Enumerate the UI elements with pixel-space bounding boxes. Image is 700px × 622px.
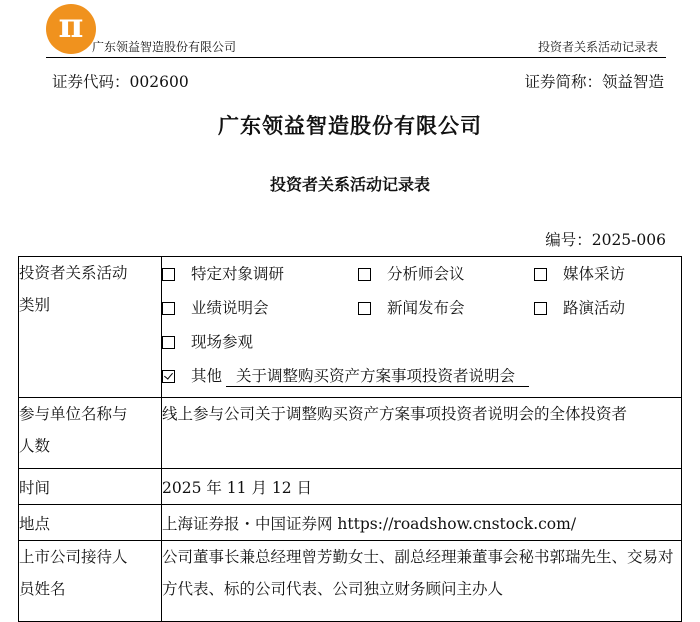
stock-code xyxy=(52,70,189,92)
time-value: 2025 年 11 月 12 日 xyxy=(162,469,682,505)
receptionists-value: 公司董事长兼总经理曾芳勤女士、副总经理兼董事会秘书郭瑞先生、交易对方代表、标的公司代表、公司独立财务顾问主办人 xyxy=(162,541,682,622)
stock-abbreviation xyxy=(524,70,664,92)
checkbox-icon[interactable] xyxy=(358,268,371,281)
option-media-interview[interactable] xyxy=(534,258,625,290)
time-label: 时间 xyxy=(19,469,162,505)
document-title: 广东领益智造股份有限公司 xyxy=(218,113,482,138)
stock-abbr-value: 领益智造 xyxy=(601,73,664,91)
location-label: 地点 xyxy=(19,505,162,541)
option-label: 分析师会议 xyxy=(387,265,465,283)
option-label: 新闻发布会 xyxy=(387,299,465,317)
checkbox-icon[interactable] xyxy=(162,336,175,349)
option-other[interactable] xyxy=(162,360,529,392)
participants-value: 线上参与公司关于调整购买资产方案事项投资者说明会的全体投资者 xyxy=(162,398,682,469)
record-table xyxy=(18,256,682,622)
option-label: 特定对象调研 xyxy=(191,265,285,283)
participants-label-line2: 人数 xyxy=(19,437,51,455)
options-row-3 xyxy=(162,325,681,359)
stock-code-label: 证券代码： xyxy=(52,73,130,91)
option-label: 媒体采访 xyxy=(563,265,626,283)
option-label: 路演活动 xyxy=(563,299,626,317)
header-company-name: 广东领益智造股份有限公司 xyxy=(92,40,237,54)
options-row-2 xyxy=(162,291,681,325)
header-document-name: 投资者关系活动记录表 xyxy=(537,40,658,54)
header-divider xyxy=(46,57,666,58)
stock-code-value: 002600 xyxy=(129,73,189,91)
checkbox-icon[interactable] xyxy=(534,302,547,315)
option-label: 业绩说明会 xyxy=(191,299,269,317)
row-receptionists xyxy=(19,541,682,622)
checkbox-icon[interactable] xyxy=(162,268,175,281)
options-row-4 xyxy=(162,359,681,393)
activity-type-options xyxy=(162,257,682,398)
receptionists-label xyxy=(19,541,162,622)
location-value: 上海证券报・中国证券网 https://roadshow.cnstock.com/ xyxy=(162,505,682,541)
record-number xyxy=(545,228,666,250)
option-label: 现场参观 xyxy=(191,333,254,351)
other-activity-text: 关于调整购买资产方案事项投资者说明会 xyxy=(226,366,529,387)
document-subtitle: 投资者关系活动记录表 xyxy=(269,175,430,194)
option-site-visit[interactable] xyxy=(162,326,358,358)
logo-glyph: π xyxy=(58,6,84,46)
option-earnings-briefing[interactable] xyxy=(162,292,358,324)
option-specific-research[interactable] xyxy=(162,258,358,290)
record-number-value: 2025-006 xyxy=(591,231,666,249)
options-row-1 xyxy=(162,257,681,291)
participants-label-line1: 参与单位名称与 xyxy=(19,405,128,423)
stock-abbr-label: 证券简称： xyxy=(524,73,602,91)
receptionists-label-line1: 上市公司接待人 xyxy=(19,548,128,566)
activity-type-label-line2: 类别 xyxy=(19,296,51,314)
activity-type-label xyxy=(19,257,162,398)
row-participants xyxy=(19,398,682,469)
option-analyst-meeting[interactable] xyxy=(358,258,534,290)
row-activity-type xyxy=(19,257,682,398)
option-press-conference[interactable] xyxy=(358,292,534,324)
activity-type-label-line1: 投资者关系活动 xyxy=(19,264,128,282)
row-location xyxy=(19,505,682,541)
checkbox-icon[interactable] xyxy=(358,302,371,315)
checkbox-icon[interactable] xyxy=(534,268,547,281)
participants-label xyxy=(19,398,162,469)
option-label: 其他 xyxy=(191,367,223,385)
receptionists-label-line2: 员姓名 xyxy=(19,580,66,598)
record-number-label: 编号： xyxy=(545,231,592,249)
checked-checkbox-icon[interactable] xyxy=(162,370,175,383)
checkbox-icon[interactable] xyxy=(162,302,175,315)
row-time xyxy=(19,469,682,505)
company-logo xyxy=(46,4,96,54)
option-roadshow[interactable] xyxy=(534,292,625,324)
